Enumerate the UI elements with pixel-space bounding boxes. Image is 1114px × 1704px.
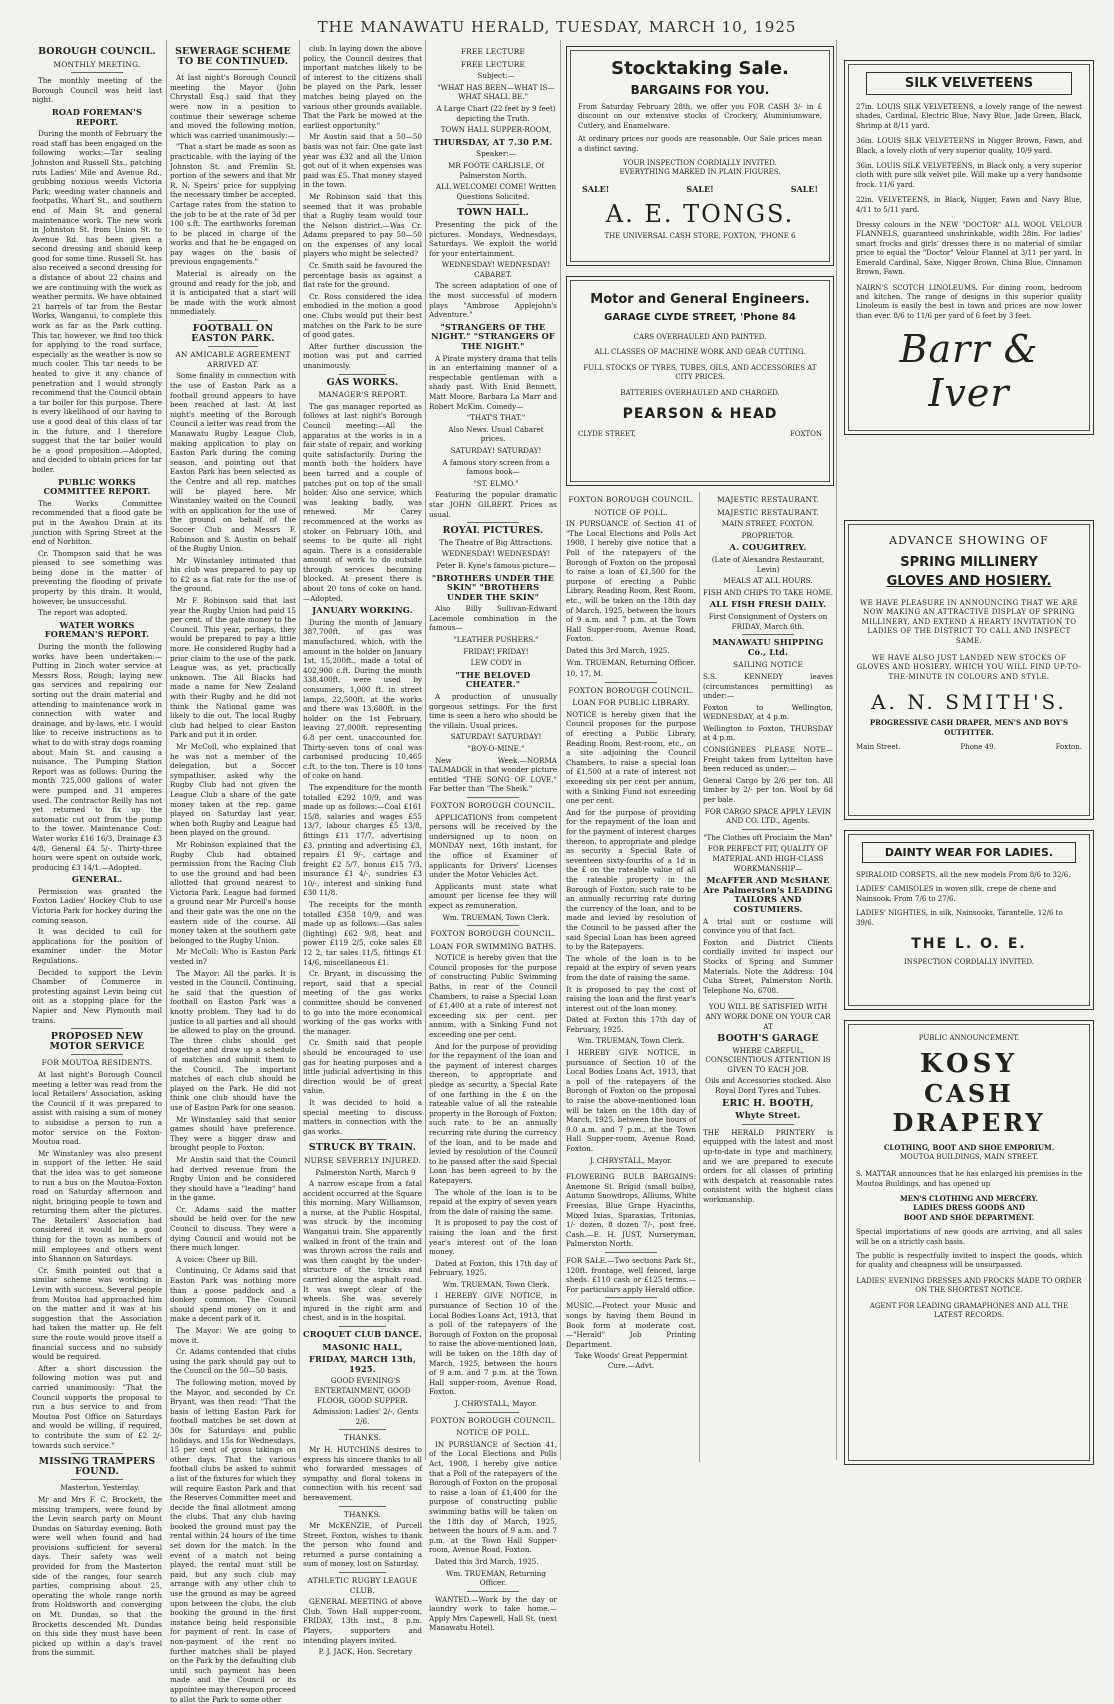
paragraph: "BOY-O-MINE." (467, 744, 525, 753)
heading: FRIDAY, MARCH 13th, 1925. (308, 1354, 417, 1374)
heading: FOOTBALL ON EASTON PARK. (191, 323, 275, 344)
paragraph: Cr. Adams contended that clubs using the park should pay out to the Council on the 50—50 basis. (170, 1347, 296, 1376)
heading: MAJESTIC RESTAURANT. (717, 507, 819, 517)
paragraph: It was decided to hold a special meeting to discuss matters in connection with the gas works. (303, 1097, 422, 1136)
heading: ERIC H. BOOTH, (722, 1097, 814, 1109)
heading: STRUCK BY TRAIN. (308, 1142, 417, 1154)
paragraph: Dated at Foxton this 17th day of February, 1925. (566, 1015, 696, 1034)
ad-line: AGENT FOR LEADING GRAMAPHONES AND ALL THE LATEST RECORDS. (869, 1301, 1069, 1320)
paragraph: MAIN STREET, FOXTON. (721, 519, 815, 529)
paragraph: Mr Robinson said that this seemed that it was probable that a Rugby team would tour the Nelson district.—Was Cr. Adams prepared to pay 50—50 on the expenses of any local players who might be selected? (303, 191, 422, 259)
heading: CROQUET CLUB DANCE. (303, 1329, 422, 1339)
heading: "THE BELOVED CHEATER." (455, 669, 531, 690)
paragraph: A trial suit or costume will convince you of that fact. (703, 916, 833, 936)
subheading: FOR MOUTOA RESIDENTS. (41, 1058, 153, 1068)
heading: MANAWATU SHIPPING Co., Ltd. (712, 637, 824, 657)
paragraph: GENERAL MEETING of above Club, Town Hall supper-room, FRIDAY, 13th inst., 8 p.m. Players, supporters and intending players invited. (303, 1597, 422, 1645)
paragraph: S.S. KENNEDY leaves (circumstances permitting) as under:— (703, 671, 833, 701)
column-rule (560, 40, 561, 1460)
paragraph: WEDNESDAY! WEDNESDAY! (441, 549, 551, 559)
paragraph: "WHAT HAS BEEN—WHAT IS—WHAT SHALL BE." (437, 82, 555, 102)
paragraph: During the month of February the road staff has been engaged on the following works:—Tar sealing Johnston and Russell Sts., patching ruts Ladies' Mile and Avenue Rd., grubbing noxious weeds Victoria Park; weeding water channels and footpaths, Wharf St., and southern end of Main St. and general maintenance work. The new work in Johnston St. from Union St. to Avenue Rd. has been given a second dressing and should keep good for some time. Russell St. has also received a second dressing for a distance of about 22 chains and we are continuing with the work as weather permits. We have obtained 21 barrels of tar from the Bestar Works, Wanganui, to complete this work as far as the Park cutting. This tar, however, we find too thick for applying to the road surface, especially as the weather is now so much cooler. This tar needs to be heated to give it any chance of penetration and I would strongly recommend that the Council obtain a tar boiler for this purpose. There is every likelihood of our having to use a good deal of this class of tar in the future, and I therefore suggest that the tar boiler would be a good proposition.—Adopted, and decided to obtain prices for tar boiler. (32, 129, 162, 474)
paragraph: NOTICE is hereby given that the Council proposes for the purpose of erecting a Public Library, Reading Room, Rest-room, etc., on a site adjoining the Council Chambers, to raise a special loan of £1,500 at a rate of interest not exceeding six per cent per annum, with a Sinking Fund not exceeding one per cent. (566, 709, 696, 806)
paragraph: During the month of January 387,700ft. of gas was manufactured, which, with the amount in the holder on January 1st, 15,200ft., made a total of 402,900 c.ft. During the month 338,400ft. were used by consumers, 1,000 ft. in street lamps, 22,500ft. at the works and there was 13,600ft. in the holder on the 1st February, leaving 27,000ft. representing 6.8 per cent. unaccounted for. Thirty-seven tons of coal was carbonised producing 10,465 c.ft. to the ton. There is 10 tons of coke on hand. (303, 617, 422, 781)
heading: THURSDAY, AT 7.30 P.M. (433, 136, 553, 147)
ad-body: Dressy colours in the NEW "DOCTOR" ALL WOOL VELOUR FLANNELS, guaranteed unshrinkable, width 28in. For ladies' smart frocks and girls' dresses there is no material of similar price to equal the "Doctor" Velour Flannel at 3/11 per yard. In Emerald Cardinal, Saxe, Nigger Brown, China Blue, Cinnamon Brown, Fawn. (856, 221, 1082, 277)
paragraph: After a short discussion the following motion was put and carried unanimously: "That the Council supports the proposal to run a bus service to and from Moutoa Post Office on Saturdays and would be willing, if required, to contribute the sum of £2 2/- towards such service." (32, 1363, 162, 1450)
heading: THANKS. (343, 1509, 382, 1519)
paragraph: First Consignment of Oysters on FRIDAY, March 6th. (708, 611, 828, 631)
heading: FOXTON BOROUGH COUNCIL. (568, 685, 694, 695)
column-1 (32, 44, 162, 1658)
paragraph: The gas manager reported as follows at last night's Borough Council meeting:—All the apparatus at the works is in a fair state of repair, and working quite satisfactorily. During the month both the holders have been tarred and a couple of patches put on top of the small holder. Also one service, which was leaking badly, was renewed. Mr Carey recommenced at the works as stoker on February 10th, and seems to be quite all right again. There is a considerable amount of work to do outside through services becoming blocked. At present there is about 20 tons of coke on hand.—Adopted. (303, 401, 422, 603)
paragraph: Mr Robinson explained that the Rugby Club had obtained permission from the Racing Club to use the ground and had been allotted that ground nearest to Victoria Park. League had formed a ground near Mr Purcell's house and their gate was the one on the eastern side of the course. All money taken at the southern gate belonged to the Rugby Union. (170, 839, 296, 945)
heading: ROAD FOREMAN'S REPORT. (51, 106, 143, 127)
paragraph: TOWN HALL SUPPER-ROOM, (440, 125, 552, 135)
heading: PROPOSED NEW MOTOR SERVICE (49, 1031, 145, 1052)
ad-body: LADIES' NIGHTIES, in silk, Nainsooks, Tarantelle, 12/6 to 39/6. (856, 909, 1063, 927)
paragraph: (Late of Alexandra Restaurant, Levin) (711, 554, 825, 574)
signature: Wm. TRUEMAN, Returning Officer. (445, 1568, 546, 1588)
paragraph: Presenting the pick of the pictures. Mondays, Wednesdays, Saturdays. We exploit the world for your entertainment. (429, 219, 557, 258)
paragraph: Oils and Accessories stocked. Also Royal Dord Tyres and Tubes. (705, 1076, 831, 1096)
paragraph: WANTED.—Work by the day or laundry work to take home.—Apply Mrs Capewell, Hall St. (next Manawatu Hotel). (429, 1594, 557, 1633)
paragraph: CONSIGNEES PLEASE NOTE—Freight taken from Lyttelton have been reduced as under:— (703, 745, 833, 774)
paragraph: Speaker:— (476, 149, 516, 159)
paragraph: I HEREBY GIVE NOTICE, in pursuance of Section 10 of the Local Bodies Loans Act, 1913, that a poll of the ratepayers of the Borough of Foxton on the proposal to raise the above-mentioned loan, will be taken on the 18th day of March, 1925, between the hours of 9 a.m. and 7 p.m. at the Town Hall supper-room, Avenue Road, Foxton. (429, 1291, 557, 1397)
ad-subtitle: GARAGE CLYDE STREET, 'Phone 84 (604, 312, 796, 323)
paragraph: The screen adaptation of one of the most successful of modern plays "Ambrose Applejohn's Adventure." (429, 281, 557, 320)
ad-title: Motor and General Engineers. (590, 292, 810, 307)
heading: MAJESTIC RESTAURANT. (717, 495, 819, 504)
column-rule (425, 40, 426, 1460)
paragraph: A voice: Cheer up Bill. (176, 1254, 258, 1264)
paragraph: YOU WILL BE SATISFIED WITH ANY WORK DONE ON YOUR CAR AT (705, 1002, 831, 1031)
paragraph: Subject:— (477, 71, 515, 81)
column-2 (170, 44, 296, 1704)
masthead: THE MANAWATU HERALD, TUESDAY, MARCH 10, 1925 (317, 18, 797, 36)
heading: GAS WORKS. (326, 376, 399, 388)
ad-body: 27in. LOUIS SILK VELVETEENS, a lovely range of the newest shades, Cardinal, Electric Blue, Navy Blue, Jade Green, Black, Shrimp at 8/11 yard. (856, 103, 1082, 130)
paragraph: New Week.—NORMA TALMADGE in that wonder picture entitled "THE SONG OF LOVE." Far better than "The Sheik." (429, 755, 557, 794)
paragraph: IN PURSUANCE of Section 41, of the Local Elections and Polls Act, 1908, I hereby give notice that a Poll of the ratepayers of the Borough of Foxton on the proposal to raise a loan of £1,400 for the purpose of constructing public swimming baths will be taken on the 18th day of March, 1925, between the hours of 9 a.m. and 7 p.m. at the Town Hall Supper-room, Avenue Road, Foxton. (429, 1439, 557, 1555)
paragraph: Wellington to Foxton, THURSDAY at 4 p.m. (703, 723, 833, 743)
heading: FREE LECTURE (460, 47, 526, 56)
column-rule (836, 40, 837, 1460)
paragraph: And for the purpose of providing for the repayment of the loan and the payment of interest charges thereon, to appropriate and pledge as security, a Special Rate of one farthing in the £ on the rateable value of all the rateable property in the Borough of Foxton; such rate to be an annually recurring rate during the currency of the loan, and to be made and levied by resolution of the Council to be passed after the said Special Loan has been agreed to by the Ratepayers. (429, 1041, 557, 1185)
ad-line: EVERYTHING MARKED IN PLAIN FIGURES. (619, 168, 781, 177)
subheading: MANAGER'S REPORT. (318, 390, 407, 400)
subheading: NOTICE OF POLL. (456, 1428, 530, 1438)
ad-line: LADIES' EVENING DRESSES AND FROCKS MADE TO ORDER ON THE SHORTEST NOTICE. (856, 1276, 1082, 1295)
paragraph: A narrow escape from a fatal accident occurred at the Square this morning. Mary Williamson, a nurse, at the Public Hospital, was struck by the incoming Wanganui train. She apparently walked in front of the train and was thrown across the rails and was then caught by the under-structure of the trucks and carried along the asphalt road. It was swept clear of the wheels. She was severely injured in the right arm and chest, and is in the hospital. (303, 1179, 422, 1323)
paragraph: Peter B. Kyne's famous picture— (436, 560, 556, 570)
ad-line: FULL STOCKS OF TYRES, TUBES, OILS, AND ACCESSORIES AT CITY PRICES. (583, 363, 817, 382)
paragraph: Cr. Thompson said that he was pleased to see something was being done in the matter of preventing the flooding of private property by this drain. It would, however, be unsuccessful. (32, 548, 162, 606)
column-4 (429, 44, 557, 1633)
signature: Wm. TRUEMAN, Town Clerk. (442, 1279, 550, 1289)
ad-body: Special importations of new goods are arriving, and all sales will be on a strictly cash basis. (856, 1228, 1082, 1246)
paragraph: Take Woods' Great Peppermint Cure.—Advt. (574, 1351, 688, 1370)
ad-body: 22in. VELVETEENS, in Black, Nigger, Fawn and Navy Blue, 4/11 to 5/11 yard. (856, 196, 1082, 214)
paragraph: MUSIC.—Protect your Music and songs by having them Bound in Book form at moderate cost.—"Herald" Job Printing Department. (566, 1301, 696, 1349)
paragraph: "That a start be made as soon as practicable, with the laying of the Johnston St. and Fremlin St. portion of the sewers and that Mr R. N. Speirs' price for supplying the necessary timber be accepted. Cartage rates from the station to the job to be at the rate of 3d per 100 s.ft. The earthworks foreman to be placed in charge of the works and that he be engaged on pay wages on the basis of previous engagements." (170, 142, 296, 267)
subheading: MONTHLY MEETING. (53, 59, 141, 69)
ad-silk-velveteens (844, 60, 1094, 435)
paragraph: Mr Austin said that the Council had derived revenue from the Rugby Union and he considered they should have a "leading" hand in the game. (170, 1154, 296, 1203)
ad-body: 36in. LOUIS SILK VELVETEENS, in Black only, a very superior cloth with pure silk velvet pile. Will make up a very handsome frock. 11/6 yard. (856, 162, 1082, 189)
paragraph: FRIDAY! FRIDAY! (463, 646, 529, 656)
sale-label: SALE! (790, 183, 818, 194)
heading: GENERAL. (71, 874, 123, 885)
paragraph: Mr Winstanley intimated that his club was prepared to pay up to £2 as a flat rate for the use of the ground. (170, 555, 296, 594)
ad-body: NAIRN'S SCOTCH LINOLEUMS. For dining room, bedroom and kitchen. The range of designs in this superior quality Linoleum is easily the best in town and prices are now lower than ever. 8/6 to 11/6 per yard of 6 feet by 3 feet. (856, 283, 1082, 320)
sale-label: SALE! (582, 183, 610, 194)
paragraph: Cr. Smith said he favoured the percentage basis as against a flat rate for the ground. (303, 261, 422, 290)
column-rule (166, 40, 167, 1460)
paragraph: At last night's Borough Council meeting a letter was read from the local Retailers' Association, asking the Council if it was prepared to assist with raising a sum of money to subsidise a person to run a motor service on the Foxton-Moutoa road. (32, 1069, 162, 1147)
subheading: SAILING NOTICE (732, 660, 804, 670)
subheading: NURSE SEVERELY INJURED. (303, 1155, 422, 1165)
signature: Wm. TRUEMAN, Returning Officer. (566, 657, 696, 667)
paragraph: FLOWERING BULB BARGAINS: Anemone St. Brigid (small bulbs), Autumn Snowdrops, Alliums, White Freesias, Blue Grape Hyacinths, Mixed Ixias, Sparaxias, Tritonias, 1/- dozen, 8 dozen 7/-, post free, Cash.—E. H. JUST, Nurseryman, Palmerston North. (566, 1172, 696, 1249)
paragraph: Mr F. Robinson said that last year the Rugby Union had paid 15 per cent. of the gate money to the Council. This year, perhaps, they would be prepared to pay a little more. He considered Rugby had a prior claim to the use of the park. League was, as yet, practically unknown. The All Blacks had made a name for New Zealand with their Rugby and he did not think the National game was likely to die out. The local Rugby club had helped to clear Easton Park and put it in order. (170, 596, 296, 740)
paragraph: Also Billy Sullivan-Edward Lacemole combination in the famous— (429, 604, 557, 633)
paragraph: Cr. Adams said the matter should be held over for the new Council to discuss. They were a dying Council and would not be there much longer. (170, 1204, 296, 1253)
ad-body: WE HAVE PLEASURE IN ANNOUNCING THAT WE ARE NOW MAKING AN ATTRACTIVE DISPLAY OF SPRING MILLINERY, AND EXTEND A HEARTY INVITATION TO LADIES OF THE DISTRICT TO CALL AND INSPECT SAME. (860, 599, 1078, 645)
paragraph: MR FOOTE CARLISLE, Of Palmerston North. (448, 160, 544, 180)
ad-address: Main Street. (856, 743, 901, 752)
paragraph: 10, 17, M. (566, 669, 604, 679)
dateline: Palmerston North, March 9 (315, 1167, 416, 1177)
heading: FOXTON BOROUGH COUNCIL. (430, 929, 556, 939)
paragraph: The Mayor: We are going to move it. (170, 1326, 296, 1345)
paragraph: "LEATHER PUSHERS." (453, 635, 539, 645)
paragraph: SATURDAY! SATURDAY! (450, 732, 542, 742)
paragraph: A Pirate mystery drama that tells in an entertaining manner of a respectable gentleman with a shady past. With Enid Bennett, Matt Moore, Barbara La Marr and Robert McKim. Comedy— (429, 353, 557, 411)
paragraph: Cr. Ross considered the idea embodied in the motion a good one. Clubs would put their best matches on the Park to be sure of good gates. (303, 291, 422, 340)
heading: BOOTH'S GARAGE (717, 1033, 819, 1045)
paragraph: MEALS AT ALL HOURS. (723, 576, 813, 586)
heading: WATER WORKS FOREMAN'S REPORT. (44, 619, 150, 640)
ad-motor-engineers (566, 276, 834, 486)
paragraph: Mr and Mrs F. C. Brockett, the missing trampers, were found by the Levin search party on Mount Dundas on Saturday evening. Both were well when found and had provisions sufficient for several days. Their safety was well provided for from the Masterton side of the ranges, four search parties, comprising about 25, operating the whole range north from Holdsworth and converging on Mt. Dundas, so that the Brocketts descended Mt. Dundas on this side they must have been picked up within a day's travel from the summit. (32, 1494, 162, 1658)
paragraph: THE HERALD PRINTERY is equipped with the latest and most up-to-date in type and machinery, and we are prepared to execute orders for all classes of printing with despatch at reasonable rates consistent with the highest class workmanship. (703, 1127, 833, 1204)
ad-line: BOOT AND SHOE DEPARTMENT. (903, 1212, 1035, 1222)
paragraph: Foxton and District Clients cordially invited to inspect our Stocks of Spring and Summer Materials. Note the Address: 104 Cuba Street, Palmerston North. Telephone No. 6708. (703, 937, 833, 995)
paragraph: Applicants must state what amount per license fee they will expect as remuneration. (429, 881, 557, 910)
ad-line: ALL CLASSES OF MACHINE WORK AND GEAR CUTTING. (594, 348, 806, 357)
paragraph: WHERE CAREFUL, CONSCIENTIOUS ATTENTION IS GIVEN TO EACH JOB. (705, 1045, 831, 1074)
paragraph: Cr. Bryant, in discussing the report, said that a special meeting of the gas works committee should be convened to go into the more economical working of the gas works with the manager. (303, 969, 422, 1036)
paragraph: Also News. Usual Cabaret prices. (448, 424, 544, 444)
paragraph: Mr Winstanley said that senior games should have preference. They were a bigger draw and brought people to Foxton. (170, 1114, 296, 1153)
paragraph: The report was adopted. (38, 608, 128, 618)
ad-body: LADIES' CAMISOLES in woven silk, crepe de chene and Nainsook, From 7/6 to 27/6. (856, 885, 1057, 903)
heading: A. COUGHTREY. (729, 542, 807, 553)
paragraph: Mr McColl: Who is Easton Park vested in? (170, 947, 296, 967)
paragraph: Cr. Smith said that people should be encouraged to use gas for heating purposes and a little judicial advertising in this direction would be of great value. (303, 1038, 422, 1096)
paragraph: Dated this 3rd March, 1925. (566, 645, 670, 655)
paragraph: Continuing, Cr Adams said that Easton Park was nothing more than a goose paddock and a donkey common. The Council should spend money on it and make a decent park of it. (170, 1266, 296, 1324)
paragraph: It is proposed to pay the cost of raising the loan and the first year's interest out of the loan money. (566, 984, 696, 1013)
ad-pretitle: PUBLIC ANNOUNCEMENT. (918, 1034, 1020, 1042)
subheading: AN AMICABLE AGREEMENT ARRIVED AT. (175, 350, 291, 369)
heading: McAFFER AND McSHANE Are Palmerston's LEADING TAILORS AND COSTUMIERS. (703, 875, 833, 914)
paragraph: It is proposed to pay the cost of raising the loan and the first year's interest out of the loan money. (429, 1218, 557, 1257)
ad-body: S. MATTAR announces that he has enlarged his premises in the Moutoa Buildings, and has opened up (856, 1170, 1082, 1188)
paragraph: Dated this 3rd March, 1925. (435, 1556, 539, 1566)
ad-dainty-wear (844, 830, 1094, 1010)
signature: J. CHRYSTALL, Mayor. (589, 1155, 673, 1165)
ad-title: CASH DRAPERY (892, 1079, 1046, 1138)
heading: MASONIC HALL, (322, 1341, 403, 1352)
signature: J. CHRYSTALL, Mayor. (454, 1399, 538, 1408)
paragraph: A famous story screen from a famous book— (442, 457, 550, 477)
ad-advance-showing (844, 520, 1094, 820)
heading: JANUARY WORKING. (312, 605, 413, 616)
paragraph: Mr McColl, who explained that he was not a member of the delegation, but a Soccer sympathiser, asked why the Rugby Club had not given the League Club a share of the gate money taken at the rep. game played on Saturday last year, when both Rugby and League had been played on the ground. (170, 741, 296, 838)
ad-subtitle: BARGAINS FOR YOU. (630, 83, 770, 97)
paragraph: Material is already on the ground and ready for the job, and it is anticipated that a start will be made with the work almost immediately. (170, 269, 296, 317)
paragraph: Some finality in connection with the use of Easton Park as a football ground appears to have been reached at last. At last night's meeting of the Borough Council a letter was read from the Manawatu Rugby League Club, making application to play on Easton Park during the coming season, and pointing out that Easton Park has been selected as the Centre and all rep. matches will be played here. Mr Winstanley waited on the Council with an application for the use of the ground on behalf of the Soccer Club and Messrs F. Robinson and S. Austin on behalf of the Rugby Union. (170, 371, 296, 554)
heading: Whyte Street. (735, 1110, 801, 1121)
column-rule (299, 40, 300, 1460)
signature: Wm. TRUEMAN, Town Clerk. (442, 912, 550, 922)
paragraph: "ST. ELMO." (473, 478, 519, 488)
paragraph: Dated at Foxton, this 17th day of February, 1925. (429, 1258, 557, 1278)
paragraph: The Theatre of Big Attractions. (439, 537, 553, 547)
paragraph: Featuring the popular dramatic star JOHN GILBERT. Prices as usual. (429, 490, 557, 519)
signature: Wm. TRUEMAN, Town Clerk. (577, 1036, 685, 1046)
paragraph: General Cargo by 2/6 per ton. All timber by 2/- per ton. Wool by 6d per bale. (703, 775, 833, 805)
heading: ROYAL PICTURES. (442, 525, 544, 537)
paragraph: LEW CODY in (470, 658, 522, 668)
paragraph: GOOD EVENING'S ENTERTAINMENT, GOOD FLOOR, GOOD SUPPER. (314, 1376, 411, 1405)
paragraph: And for the purpose of providing for the repayment of the loan and for the payment of interest charges thereon, to appropriate and pledge as security a Special Rate of seventeen sixty-fourths of a 1d in the £ on the rateable value of all the rateable property in the Borough of Foxton; such rate to be an annually recurring rate during the currency of the loan, and to be made and levied by resolution of the Council to be passed after the said Special Loan has been agreed to by the Ratepayers. (566, 807, 696, 952)
heading: BOROUGH COUNCIL. (38, 46, 156, 57)
ad-logo: Barr & Iver (899, 327, 1039, 416)
paragraph: A Large Chart (22 feet by 9 feet) depicting the Truth. (436, 103, 556, 123)
ad-title: DAINTY WEAR FOR LADIES. (862, 842, 1076, 863)
ad-address: Foxton. (1055, 743, 1082, 752)
heading: PUBLIC WORKS COMMITTEE REPORT. (43, 476, 151, 497)
paragraph: At last night's Borough Council meeting the Mayor (John Chrystall Esq.) said that they were now in a position to continue their sewerage scheme and moved the following motion, which was carried unanimously:— (170, 73, 296, 140)
paragraph: WEDNESDAY! WEDNESDAY! CABARET. (441, 260, 551, 279)
ad-body: At ordinary prices our goods are reasonable. Our Sale prices mean a distinct saving. (578, 135, 822, 153)
ad-address: MOUTOA BUILDINGS, MAIN STREET. (899, 1152, 1039, 1161)
ad-subtitle: GLOVES AND HOSIERY. (886, 574, 1052, 589)
paragraph: The Mayor: All the parks. It is vested in the Council. Continuing, he said that the question of football on Easton Park was a knotty problem. They had to do justice to all parties and all should be allowed to play on the ground. The three clubs should get together and draw up a schedule of matches and submit them to the Council. The important matches of each club should be played on the Park. He did not think one club should have the use of Easton Park for one season. (170, 968, 296, 1112)
ad-subtitle: CLOTHING, BOOT AND SHOE EMPORIUM. (883, 1143, 1055, 1153)
heading: MISSING TRAMPERS FOUND. (38, 1456, 156, 1477)
ad-address: CLYDE STREET, (578, 430, 636, 439)
ad-line: CARS OVERHAULED AND PAINTED. (633, 333, 767, 341)
paragraph: After further discussion the motion was put and carried unanimously. (303, 341, 422, 370)
heading: FOXTON BOROUGH COUNCIL. (430, 800, 556, 810)
column-6 (703, 492, 833, 1467)
ad-title: SILK VELVETEENS (866, 72, 1072, 95)
heading: THANKS. (343, 1433, 382, 1443)
ad-body: SPIRALOID CORSETS, all the new models From 8/6 to 32/6. (856, 871, 1071, 879)
paragraph: The expenditure for the month totalled £292 10/9, and was made up as follows:—Coal £161 15/8, salaries and wages £55 13/7, labour charges £5 13/8, fittings £11 17/7, advertising £3, printing and advertising £3, repairs £1 9/-, cartage and freight £2 5/7, bonus £15 7/3, insurance £1 4/-, sundries £3 10/-, interest and sinking fund £30 11/8. (303, 782, 422, 898)
paragraph: Mr Austin said that a 50—50 basis was not fair. One gate last year was £32 and all the Union got out of it when expenses was paid was £5. That money stayed in the town. (303, 132, 422, 190)
paragraph: PROPRIETOR. (741, 530, 795, 540)
ad-body: 36in. LOUIS SILK VELVETEENS in Nigger Brown, Fawn, and Black, a lovely cloth of very superior quality, 10/9 yard. (856, 137, 1082, 155)
heading: TOWN HALL. (456, 207, 530, 219)
heading: FREE LECTURE (460, 59, 526, 69)
ad-line: YOUR INSPECTION CORDIALLY INVITED. (623, 159, 777, 168)
paragraph: Mr Winstanley was also present in support of the letter. He said that the idea was to get someone to run a bus on the Moutoa-Foxton road on Saturday afternoon and night, bringing people to town and returning them after the pictures. The Retailers' Association had considered it would be a good thing for the town as numbers of mill employees and others went into Shannon on Saturdays. (32, 1148, 162, 1264)
column-3 (303, 44, 422, 1657)
ad-stocktaking-sale (566, 46, 834, 266)
ad-title: Stocktaking Sale. (611, 58, 789, 79)
paragraph: APPLICATIONS from competent persons will be received by the undersigned up to noon on MONDAY next, 16th instant, for the office of Examiner of applicants for Drivers' Licenses under the Motor Vehicles Act. (429, 812, 557, 880)
heading: "STRANGERS OF THE NIGHT." "STRANGERS OF THE NIGHT." (431, 321, 555, 352)
paragraph: Cr. Smith pointed out that a similar scheme was working in Levin with success. Several people from Moutoa had approached him on the matter and it was at his suggestion that the Association had taken the matter up. He felt sure the route would prove itself a financial success and no subsidy would be required. (32, 1265, 162, 1362)
ad-subtitle: SPRING MILLINERY (900, 555, 1038, 570)
ad-phone: Phone 49. (960, 743, 996, 752)
ad-body: From Saturday February 28th, we offer you FOR CASH 3/- in £ discount on our extensive stocks of Crockery, Aluminiumware, Cutlery, and Enamelware. (578, 103, 822, 130)
paragraph: "The Clothes oft Proclaim the Man" (703, 832, 833, 842)
paragraph: NOTICE is hereby given that the Council proposes for the purpose of constructing Public Swimming Baths, in rear of the Council Chambers, to raise a Special Loan of £1,400 at a rate of interest not exceeding six per cent. per annum, with a Sinking Fund not exceeding one per cent. (429, 953, 557, 1040)
paragraph: FOR PERFECT FIT, QUALITY OF MATERIAL AND HIGH-CLASS WORKMANSHIP— (707, 844, 829, 873)
ad-subtitle: PROGRESSIVE CASH DRAPER, MEN'S AND BOY'S OUTFITTER. (869, 718, 1069, 737)
heading: FOXTON BOROUGH COUNCIL. (430, 1415, 556, 1425)
dateline: Masterton, Yesterday. (60, 1483, 140, 1493)
paragraph: Admission: Ladies' 2/-, Gents 2/6. (312, 1407, 419, 1426)
heading: ATHLETIC RUGBY LEAGUE CLUB. (307, 1576, 418, 1595)
paragraph: The Works Committee recommended that a flood gate be put in the Awahou Drain at its junction with Spring Street at the end of Norbiton. (32, 498, 162, 547)
ad-name: PEARSON & HEAD (622, 406, 778, 423)
ad-name: THE L. O. E. (911, 936, 1027, 953)
paragraph: SATURDAY! SATURDAY! (450, 445, 542, 455)
ad-name: A. E. TONGS. (605, 199, 795, 228)
subheading: LOAN FOR PUBLIC LIBRARY. (572, 698, 690, 708)
paragraph: During the month the following works have been undertaken:—Putting in 2inch water service at Messrs Ross, Rough; laying new gas services and repairing our sorting out the drain material and attending to maintenance work in connection with water and drainage, and by-laws, etc. I would like to receive instructions as to what to do with stray dogs roaming about Main St. and causing a nuisance. The Pumping Station Report was as follows: During the month 725,000 gallons of water were pumped and 31 amperes used. The contractor Reilly has not yet returned to fix up the automatic cut out from the pump to the tower. Maintenance Cost: Water works £16 16/3, Drainage £3 4/8, General £4 5/-. Thirty-three hours were spent on outside work, producing £3 14/1.—Adopted. (32, 642, 162, 872)
paragraph: A production of unusually gorgeous settings. For the first time is seen a hero who should be the villain. Usual prices. (429, 692, 557, 730)
heading: ALL FISH FRESH DAILY. (709, 599, 827, 610)
ad-body: The public is respectfully invited to inspect the goods, which for quality and cheapness will be unsurpassed. (856, 1252, 1082, 1270)
column-rule (699, 492, 700, 1462)
ad-body: WE HAVE ALSO JUST LANDED NEW STOCKS OF GLOVES AND HOSIERY, WHICH YOU WILL FIND UP-TO-THE-MINUTE IN COLOURS AND STYLE. (856, 654, 1082, 681)
subheading: NOTICE OF POLL. (594, 507, 668, 517)
ad-address: FOXTON (790, 430, 822, 439)
paragraph: Decided to support the Levin Chamber of Commerce in protesting against Levin being cut out as a stopping place for the Napier and New Plymouth mail trains. (32, 967, 162, 1025)
paragraph: Permission was granted the Foxton Ladies' Hockey Club to use Victoria Park for hockey during the coming season. (32, 886, 162, 925)
ad-footer: INSPECTION CORDIALLY INVITED. (904, 958, 1034, 967)
sale-label: SALE! (686, 183, 714, 194)
ad-line: MEN'S CLOTHING AND MERCERY. (900, 1194, 1038, 1204)
paragraph: I HEREBY GIVE NOTICE, in pursuance of Section 10 of the Local Bodies Loans Act, 1913, that a poll of the ratepayers of the Borough of Foxton on the proposal to raise the above-mentioned loan will be taken on the 18th day of March, 1925, between the hours of 9.0 a.m. and 7 p.m., at the Town Hall Supper-room, Avenue Road, Foxton. (566, 1048, 696, 1153)
paragraph: Mr H. HUTCHINS desires to express his sincere thanks to all who forwarded messages of sympathy and floral tokens in connection with his recent sad bereavement. (303, 1444, 422, 1502)
ad-name: A. N. SMITH'S. (871, 690, 1067, 715)
subheading: LOAN FOR SWIMMING BATHS. (429, 941, 557, 951)
paragraph: The receipts for the month totalled £358 10/9, and was made up as follows:—Gas sales (lighting) £62 9/8, heat and power £119 2/5, coke sales £8 12 2, tar sales 11/5, fittings £1 14/6, miscellaneous £1. (303, 900, 422, 967)
paragraph: Foxton to Wellington, WEDNESDAY, at 4 p.m. (703, 702, 833, 722)
column-5 (566, 492, 696, 1467)
paragraph: FOR SALE.—Two sections Park St., 120ft. frontage, well fenced, large sheds. £110 cash or £125 terms.—For particulars apply Herald office. (566, 1255, 696, 1294)
ad-line: LADIES DRESS GOODS AND (913, 1203, 1025, 1213)
ad-title: ADVANCE SHOWING OF (889, 534, 1049, 547)
paragraph: IN PURSUANCE of Section 41 of "The Local Elections and Polls Act 1908, I hereby give notice that a Poll of the ratepayers of the Borough of Foxton on the proposal to raise a loan of £1,500 for the purpose of erecting a Public Library, Reading Room, Rest Room, etc., will be taken on the 18th day of March, 1925, between the hours of 9 a.m. and 7 p.m. at the Town Hall Supper-room, Avenue Road, Foxton. (566, 519, 697, 644)
paragraph: "THAT'S THAT." (466, 413, 526, 423)
signature: P. J. JACK, Hon. Secretary (318, 1647, 413, 1657)
paragraph: The monthly meeting of the Borough Council was held last night. (32, 76, 162, 105)
ad-kosy-cash-drapery (844, 1020, 1094, 1465)
paragraph: club. In laying down the above policy, the Council desires that important matches likely to be of interest to the citizens shall be played on the Park, lesser matches being played on the various other grounds available. That the Park be mowed at the earliest opportunity." (303, 44, 422, 130)
heading: SEWERAGE SCHEME TO BE CONTINUED. (175, 46, 291, 67)
heading: FOXTON BOROUGH COUNCIL. (568, 495, 694, 504)
paragraph: It was decided to call for applications for the position of examiner under the Motor Regulations. (32, 927, 162, 966)
ad-title: KOSY (920, 1049, 1018, 1080)
paragraph: The whole of the loan is to be repaid at the expiry of seven years from the date of raising the same. (429, 1187, 557, 1216)
paragraph: FOR CARGO SPACE APPLY LEVIN AND CO. LTD., Agents. (704, 806, 832, 826)
paragraph: The whole of the loan is to be repaid at the expiry of seven years from the date of raising the same. (566, 953, 696, 982)
heading: "BROTHERS UNDER THE SKIN" "BROTHERS UNDER THE SKIN" (431, 572, 555, 602)
paragraph: ALL WELCOME! COME! Written Questions Solicited. (435, 182, 557, 201)
paragraph: The following motion, moved by the Mayor, and seconded by Cr. Bryant, was then read: "That the basis of letting Easton Park for football matches be set down at 30s for Saturdays and public holidays, and 15s for Wednesdays, 15 per cent of gross takings on other days. That the various football clubs be asked to submit a list of the fixtures for which they will require Easton Park and that the Reserves Committee meet and decide the final allotment among the clubs. That any club having booked the ground must pay the rental within 24 hours of the time set down for the match. In the event of a match not being played, the rental must still be paid, but any such club may arrange with any other club to use the ground as may be agreed upon between the clubs, the club booking the ground in the first instance being held responsible for payment of rent. In case of non-payment of the rent no further matches shall be played on the Park by the defaulting club until such payment has been made and the Council or its appointee may thereupon proceed to allot the Park to some other (170, 1377, 296, 1704)
ad-line: BATTERIES OVERHAULED AND CHARGED. (620, 388, 780, 397)
paragraph: Mr McKENZIE, of Purcell Street, Foxton, wishes to thank the person who found and returned a purse containing a sum of money, lost on Saturday. (303, 1521, 422, 1569)
ad-footer: THE UNIVERSAL CASH STORE, FOXTON, 'PHONE 6 (604, 231, 796, 240)
paragraph: FISH AND CHIPS TO TAKE HOME. (703, 587, 833, 597)
